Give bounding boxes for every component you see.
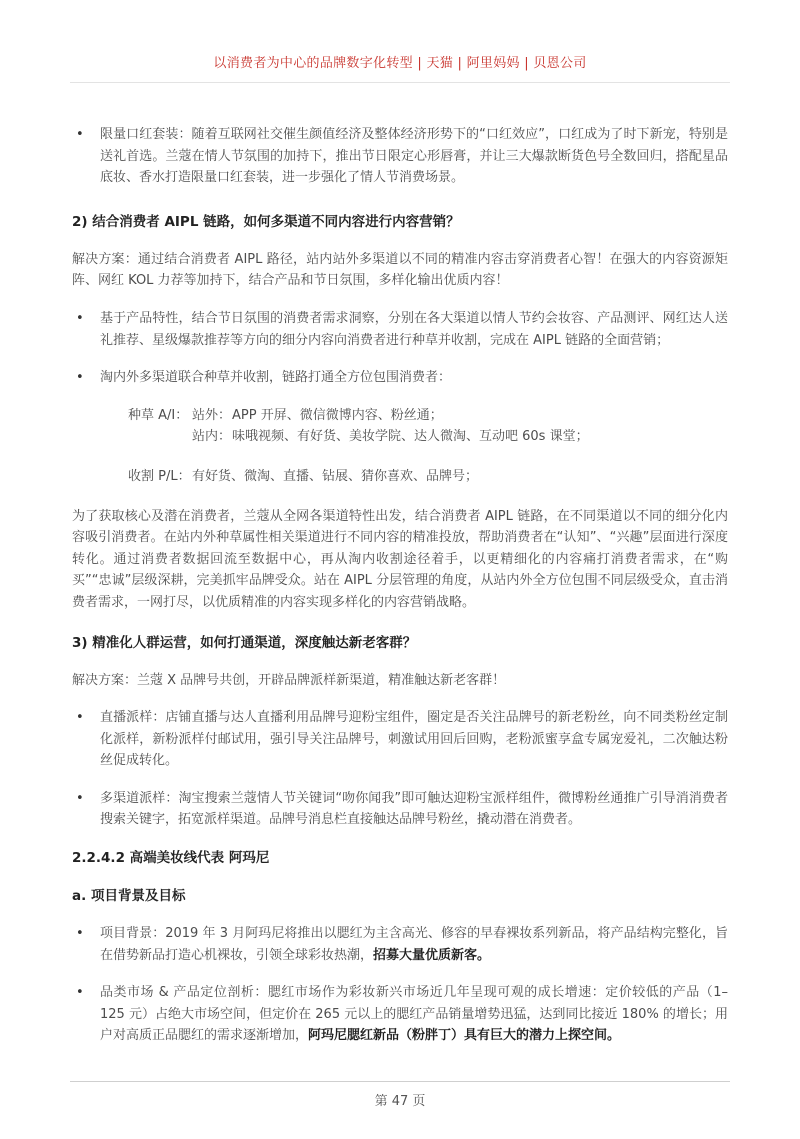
section-heading-audience: 3) 精准化人群运营，如何打通渠道，深度触达新老客群？ [72, 634, 417, 651]
page-header-title: 以消费者为中心的品牌数字化转型 | 天猫 | 阿里妈妈 | 贝恩公司 [213, 56, 587, 71]
bullet-item-multichannel-sampling [72, 788, 728, 831]
outside-label: 站外： [192, 407, 232, 423]
bullet-text: 品类市场 & 产品定位剖析：腮红市场作为彩妆新兴市场近几年呈现可观的成长增速：定价较低的产品（1–125 元）占绝大市场空间，但定价在 265 元以上的腮红产品销量增势迅猛，达到同比接近 180% 的增长；用户对高质正品腮红的需求逐渐增加， [100, 985, 728, 1044]
bullet-dot-icon: • [76, 127, 84, 142]
outside-channels: APP 开屏、微信微博内容、粉丝通； [232, 407, 443, 423]
bullet-item-lipstick-set [72, 124, 728, 189]
strategy-paragraph: 为了获取核心及潜在消费者，兰蔻从全网各渠道特性出发，结合消费者 AIPL 链路，在不同渠道以不同的细分化内容吸引消费者。在站内外种草属性相关渠道进行不同内容的精准投放，帮助消费者在“认知”、“兴趣”层面进行深度转化。通过消费者数据回流至数据中心，再从淘内收割途径着手，以更精细化的内容痛打消费者需求，在“购买”“忠诚”层级深耕，完美抓牢品牌受众。站在 AIPL 分层管理的角度，从站内外全方位包围不同层级受众，直击消费者需求，一网打尽，以优质精准的内容实现多样化的内容营销战略。 [72, 508, 728, 610]
bullet-dot-icon: • [76, 370, 84, 386]
bullet-item-product-insight [72, 308, 728, 351]
bullet-dot-icon: • [76, 310, 84, 326]
section-heading-aipl: 2) 结合消费者 AIPL 链路，如何多渠道不同内容进行内容营销？ [72, 213, 460, 230]
bullet-item-live-sampling [72, 707, 728, 772]
harvest-label: 收割 P/L： [128, 468, 191, 484]
bullet-item-market-analysis [72, 982, 728, 1047]
subsection-heading-background: a. 项目背景及目标 [72, 888, 186, 905]
solution-paragraph-audience: 解决方案：兰蔻 X 品牌号共创，开辟品牌派样新渠道，精准触达新老客群！ [72, 672, 506, 688]
solution-paragraph-aipl: 解决方案：通过结合消费者 AIPL 路径，站内站外多渠道以不同的精准内容击穿消费者心智！在强大的内容资源矩阵、网红 KOL 力荐等加持下，结合产品和节日氛围，多样化输出优质内容！ [72, 251, 728, 289]
section-heading-armani: 2.2.4.2 高端美妆线代表 阿玛尼 [72, 850, 270, 867]
bullet-text-emphasis: 阿玛尼腮红新品（粉胖丁）具有巨大的潜力上探空间。 [308, 1028, 621, 1044]
bullet-dot-icon: • [76, 985, 84, 1001]
bullet-text: 淘内外多渠道联合种草并收割，链路打通全方位包围消费者： [100, 370, 452, 386]
inside-channels: 味哦视频、有好货、美妆学院、达人微淘、互动吧 60s 课堂； [232, 429, 589, 445]
bullet-item-project-background [72, 923, 728, 966]
bullet-dot-icon: • [76, 926, 84, 942]
bullet-item-multichannel [72, 367, 728, 389]
bullet-text: 限量口红套装：随着互联网社交催生颜值经济及整体经济形势下的“口红效应”，口红成为了时下新宠，特别是送礼首选。兰蔻在情人节氛围的加持下，推出节日限定心形唇膏，并让三大爆款断货色号全数回归，搭配星品底妆、香水打造限量口红套装，进一步强化了情人节消费场景。 [100, 127, 728, 186]
bullet-dot-icon: • [76, 710, 84, 726]
bullet-dot-icon: • [76, 790, 84, 806]
header-divider [70, 82, 730, 83]
page-content [72, 124, 728, 1047]
grass-outside-row [72, 405, 728, 427]
grass-label: 种草 A/I： [128, 407, 189, 423]
grass-inside-row [72, 426, 728, 448]
page-number: 第 47 页 [374, 1094, 426, 1109]
harvest-row [72, 466, 728, 488]
inside-label: 站内： [192, 429, 232, 445]
footer-divider [70, 1081, 730, 1082]
bullet-text: 直播派样：店铺直播与达人直播利用品牌号迎粉宝组件，圈定是否关注品牌号的新老粉丝，向不同类粉丝定制化派样，新粉派样付邮试用，强引导关注品牌号，刺激试用回后回购，老粉派蜜享盒专属宠爱礼，二次触达粉丝促成转化。 [100, 710, 728, 769]
harvest-channels: 有好货、微淘、直播、钻展、猜你喜欢、品牌号； [192, 468, 479, 484]
bullet-text: 项目背景：2019 年 3 月阿玛尼将推出以腮红为主含高光、修容的早春裸妆系列新品，将产品结构完整化，旨在借势新品打造心机裸妆，引领全球彩妆热潮， [100, 926, 728, 963]
bullet-text: 多渠道派样：淘宝搜索兰蔻情人节关键词“吻你闻我”即可触达迎粉宝派样组件，微博粉丝通推广引导消消费者搜索关键字，拓宽派样渠道。品牌号消息栏直接触达品牌号粉丝，撬动潜在消费者。 [100, 790, 728, 828]
bullet-text: 基于产品特性，结合节日氛围的消费者需求洞察，分别在各大渠道以情人节约会妆容、产品测评、网红达人送礼推荐、星级爆款推荐等方向的细分内容向消费者进行种草并收割，完成在 AIPL 链路的全面营销； [100, 310, 728, 348]
bullet-text-emphasis: 招募大量优质新客。 [373, 947, 491, 963]
